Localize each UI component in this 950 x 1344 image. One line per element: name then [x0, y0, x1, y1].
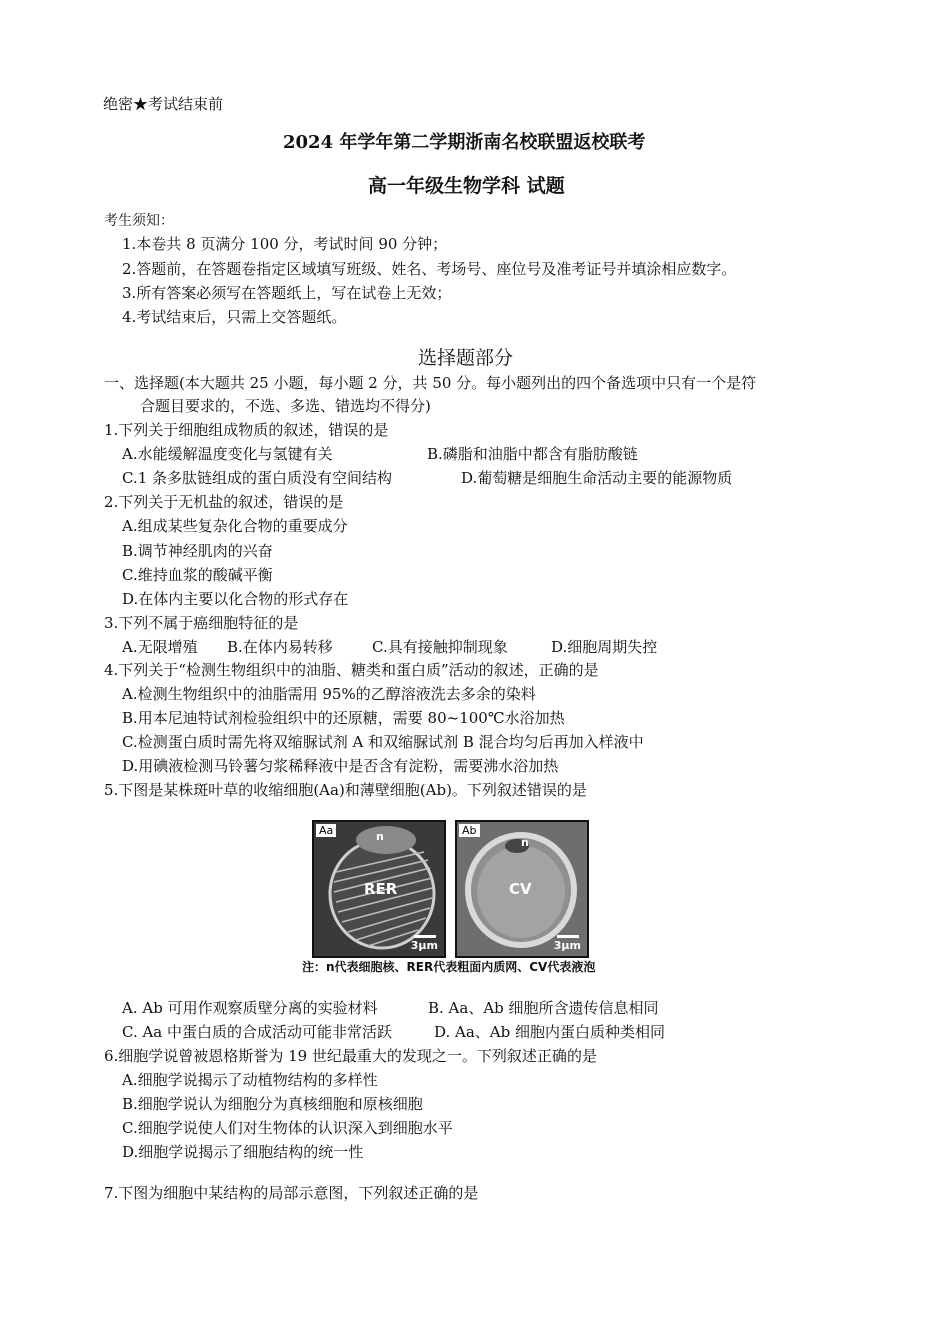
option-c: C.检测蛋白质时需先将双缩脲试剂 A 和双缩脲试剂 B 混合均匀后再加入样液中 [122, 733, 644, 751]
cv-label: CV [509, 880, 532, 898]
option-c: C.维持血浆的酸碱平衡 [122, 566, 273, 584]
section-title: 选择题部分 [418, 347, 514, 369]
question-stem: 7.下图为细胞中某结构的局部示意图，下列叙述正确的是 [104, 1184, 479, 1202]
option-d: D.用碘液检测马铃薯匀浆稀释液中是否含有淀粉，需要沸水浴加热 [122, 757, 559, 775]
option-a: A.无限增殖 [122, 638, 198, 656]
section-instruction: 合题目要求的，不选、多选、错选均不得分) [140, 397, 431, 415]
scale-label: 3μm [553, 939, 581, 952]
figure-label-aa: Aa [316, 824, 336, 837]
scale-label: 3μm [410, 939, 438, 952]
nucleus-label: n [376, 830, 384, 843]
rer-label: RER [364, 880, 398, 898]
question-stem: 2.下列关于无机盐的叙述，错误的是 [104, 493, 344, 511]
option-d: D.细胞周期失控 [551, 638, 658, 656]
figure-label-ab: Ab [459, 824, 480, 837]
option-c: C.具有接触抑制现象 [372, 638, 508, 656]
notice-item: 2.答题前，在答题卷指定区域填写班级、姓名、考场号、座位号及准考证号并填涂相应数字。 [122, 260, 737, 278]
option-a: A.细胞学说揭示了动植物结构的多样性 [122, 1071, 378, 1089]
notice-item: 4.考试结束后，只需上交答题纸。 [122, 308, 347, 326]
option-c: C.细胞学说使人们对生物体的认识深入到细胞水平 [122, 1119, 453, 1137]
option-d: D. Aa、Ab 细胞内蛋白质种类相同 [434, 1023, 666, 1041]
option-a: A.检测生物组织中的油脂需用 95%的乙醇溶液洗去多余的染料 [122, 685, 536, 703]
notice-item: 1.本卷共 8 页满分 100 分，考试时间 90 分钟； [122, 235, 448, 253]
notice-heading: 考生须知： [104, 213, 174, 229]
option-a: A.组成某些复杂化合物的重要成分 [122, 517, 348, 535]
confidential-mark: 绝密★考试结束前 [103, 95, 224, 113]
question-stem: 4.下列关于“检测生物组织中的油脂、糖类和蛋白质”活动的叙述，正确的是 [104, 661, 599, 679]
option-b: B.在体内易转移 [227, 638, 333, 656]
option-b: B.调节神经肌肉的兴奋 [122, 542, 273, 560]
notice-item: 3.所有答案必须写在答题纸上，写在试卷上无效； [122, 284, 452, 302]
option-c: C. Aa 中蛋白质的合成活动可能非常活跃 [122, 1023, 393, 1041]
option-d: D.葡萄糖是细胞生命活动主要的能源物质 [461, 469, 733, 487]
option-b: B. Aa、Ab 细胞所含遗传信息相同 [428, 999, 659, 1017]
question-stem: 6.细胞学说曾被恩格斯誉为 19 世纪最重大的发现之一。下列叙述正确的是 [104, 1047, 597, 1065]
question-stem: 5.下图是某株斑叶草的收缩细胞(Aa)和薄壁细胞(Ab)。下列叙述错误的是 [104, 781, 587, 799]
option-d: D.在体内主要以化合物的形式存在 [122, 590, 349, 608]
option-b: B.用本尼迪特试剂检验组织中的还原糖，需要 80~100℃水浴加热 [122, 709, 565, 727]
scale-bar [414, 935, 436, 938]
micrograph-aa [312, 820, 446, 958]
option-a: A.水能缓解温度变化与氢键有关 [122, 445, 333, 463]
option-c: C.1 条多肽链组成的蛋白质没有空间结构 [122, 469, 393, 487]
option-b: B.细胞学说认为细胞分为真核细胞和原核细胞 [122, 1095, 423, 1113]
option-a: A. Ab 可用作观察质壁分离的实验材料 [122, 999, 378, 1017]
exam-title: 2024 年学年第二学期浙南名校联盟返校联考 [283, 132, 646, 153]
scale-bar [557, 935, 579, 938]
micrograph-ab [455, 820, 589, 958]
option-d: D.细胞学说揭示了细胞结构的统一性 [122, 1143, 364, 1161]
option-b: B.磷脂和油脂中都含有脂肪酸链 [427, 445, 638, 463]
figure-note: 注：n代表细胞核、RER代表粗面内质网、CV代表液泡 [302, 960, 596, 974]
question-stem: 1.下列关于细胞组成物质的叙述，错误的是 [104, 421, 389, 439]
section-instruction: 一、选择题(本大题共 25 小题，每小题 2 分，共 50 分。每小题列出的四个备选项中只有一个是符 [104, 374, 757, 392]
question-stem: 3.下列不属于癌细胞特征的是 [104, 614, 299, 632]
nucleus-label: n [521, 836, 529, 849]
exam-subtitle: 高一年级生物学科 试题 [368, 175, 565, 197]
